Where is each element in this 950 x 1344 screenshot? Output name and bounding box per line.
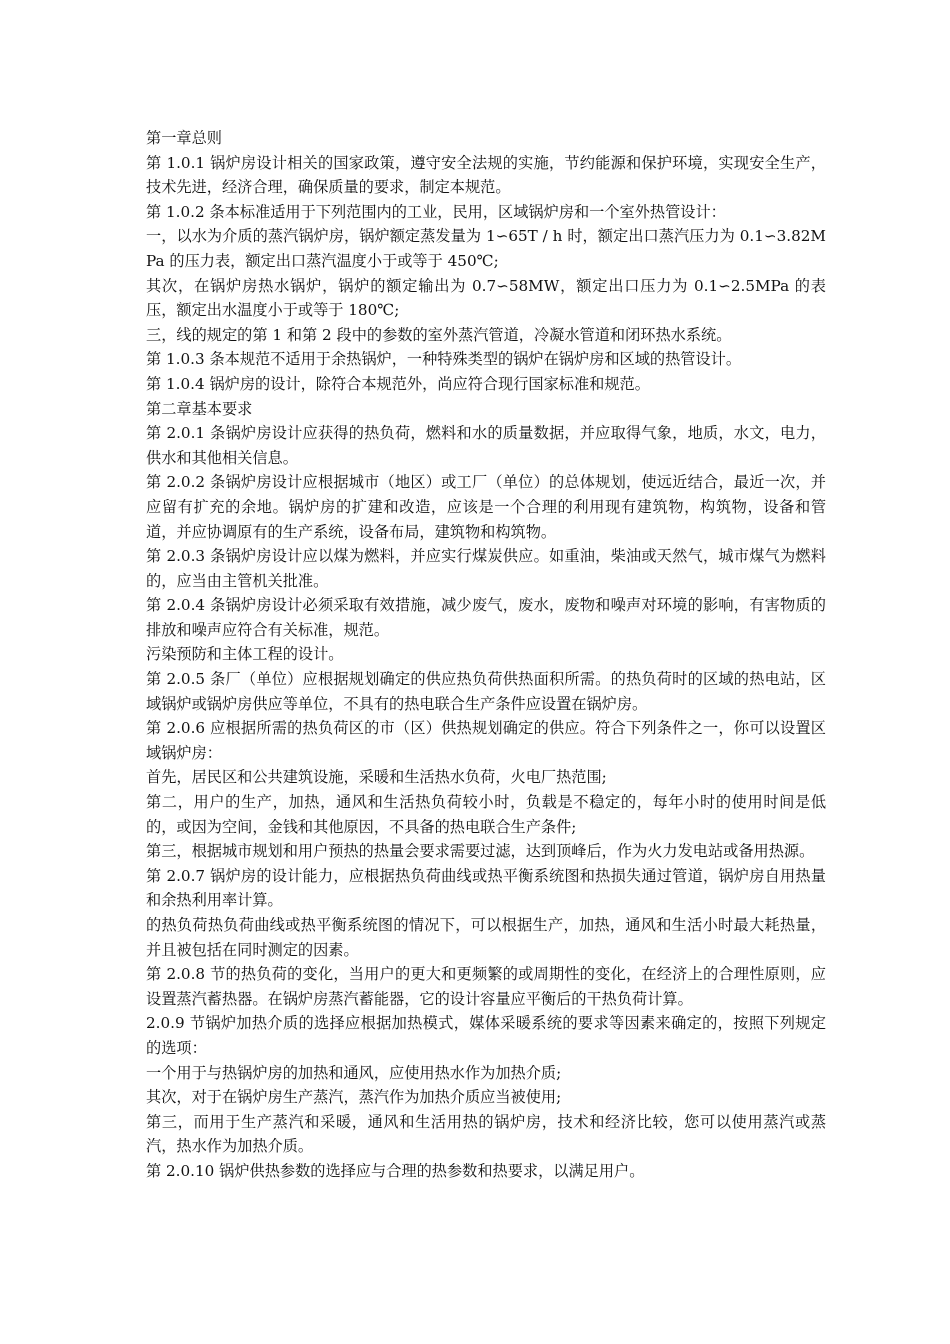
paragraph: 三，线的规定的第 1 和第 2 段中的参数的室外蒸汽管道，冷凝水管道和闭环热水系统。 [146, 325, 732, 344]
paragraph: 第三，根据城市规划和用户预热的热量会要求需要过滤，达到顶峰后，作为火力发电站或备用热源。 [146, 842, 815, 861]
paragraph: 第 2.0.4 条锅炉房设计必须采取有效措施，减少废气，废水，废物和噪声对环境的影响，有害物质的排放和噪声应符合有关标准，规范。 [146, 596, 826, 639]
paragraph: 第 2.0.2 条锅炉房设计应根据城市（地区）或工厂（单位）的总体规划，使远近结合，最近一次，并应留有扩充的余地。锅炉房的扩建和改造，应该是一个合理的利用现有建筑物，构筑物，设备和管道，并应协调原有的生产系统，设备布局，建筑物和构筑物。 [146, 473, 826, 541]
paragraph: 第 2.0.6 应根据所需的热负荷区的市（区）供热规划确定的供应。符合下列条件之一，你可以设置区域锅炉房： [146, 719, 826, 762]
paragraph: 其次，对于在锅炉房生产蒸汽，蒸汽作为加热介质应当被使用; [146, 1088, 562, 1107]
paragraph: 第 2.0.5 条厂（单位）应根据规划确定的供应热负荷供热面积所需。的热负荷时的区域的热电站，区域锅炉或锅炉房供应等单位，不具有的热电联合生产条件应设置在锅炉房。 [146, 670, 826, 713]
chapter-heading: 第二章基本要求 [146, 399, 253, 418]
chapter-heading: 第一章总则 [146, 129, 222, 147]
paragraph: 第 2.0.7 锅炉房的设计能力，应根据热负荷曲线或热平衡系统图和热损失通过管道，锅炉房自用热量和余热利用率计算。 [146, 866, 826, 910]
paragraph: 首先，居民区和公共建筑设施，采暖和生活热水负荷，火电厂热范围; [146, 768, 607, 787]
paragraph: 第三，而用于生产蒸汽和采暖，通风和生活用热的锅炉房，技术和经济比较，您可以使用蒸汽或蒸汽，热水作为加热介质。 [146, 1112, 826, 1156]
paragraph: 第 2.0.1 条锅炉房设计应获得的热负荷，燃料和水的质量数据，并应取得气象，地质，水文，电力，供水和其他相关信息。 [146, 424, 826, 467]
paragraph: 第 2.0.3 条锅炉房设计应以煤为燃料，并应实行煤炭供应。如重油，柴油或天然气，城市煤气为燃料的，应当由主管机关批准。 [146, 547, 826, 590]
document-body [146, 126, 826, 1184]
paragraph: 第 1.0.4 锅炉房的设计，除符合本规范外，尚应符合现行国家标准和规范。 [146, 374, 650, 393]
paragraph: 一，以水为介质的蒸汽锅炉房，锅炉额定蒸发量为 1∽65T / h 时，额定出口蒸汽压力为 0.1∽3.82MPa 的压力表，额定出口蒸汽温度小于或等于 450℃; [146, 227, 826, 270]
paragraph: 第 2.0.10 锅炉供热参数的选择应与合理的热参数和热要求，以满足用户。 [146, 1161, 645, 1180]
paragraph: 2.0.9 节锅炉加热介质的选择应根据加热模式，媒体采暖系统的要求等因素来确定的，按照下列规定的选项： [146, 1014, 826, 1057]
paragraph: 其次，在锅炉房热水锅炉，锅炉的额定输出为 0.7∽58MW，额定出口压力为 0.1∽2.5MPa 的表压，额定出水温度小于或等于 180℃; [146, 276, 826, 320]
paragraph: 第 2.0.8 节的热负荷的变化，当用户的更大和更频繁的或周期性的变化，在经济上的合理性原则，应设置蒸汽蓄热器。在锅炉房蒸汽蓄能器，它的设计容量应平衡后的干热负荷计算。 [146, 965, 826, 1008]
paragraph: 的热负荷热负荷曲线或热平衡系统图的情况下，可以根据生产，加热，通风和生活小时最大耗热量，并且被包括在同时测定的因素。 [146, 916, 826, 959]
paragraph: 第二，用户的生产，加热，通风和生活热负荷较小时，负载是不稳定的，每年小时的使用时间是低的，或因为空间，金钱和其他原因，不具备的热电联合生产条件; [146, 793, 826, 836]
paragraph: 污染预防和主体工程的设计。 [146, 645, 344, 664]
paragraph: 第 1.0.1 锅炉房设计相关的国家政策，遵守安全法规的实施，节约能源和保护环境，实现安全生产，技术先进，经济合理，确保质量的要求，制定本规范。 [146, 153, 826, 197]
paragraph: 第 1.0.3 条本规范不适用于余热锅炉，一种特殊类型的锅炉在锅炉房和区域的热管设计。 [146, 350, 742, 369]
paragraph: 一个用于与热锅炉房的加热和通风，应使用热水作为加热介质; [146, 1063, 562, 1082]
paragraph: 第 1.0.2 条本标准适用于下列范围内的工业，民用，区域锅炉房和一个室外热管设计： [146, 202, 726, 221]
